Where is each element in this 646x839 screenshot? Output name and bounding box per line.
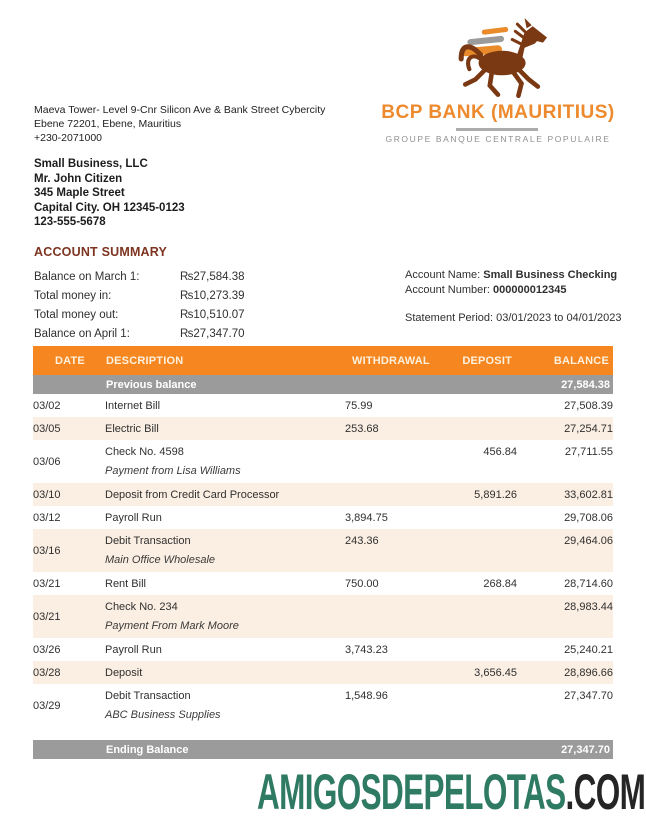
transaction-deposit: 5,891.26 [474,489,517,501]
transaction-description-main: Rent Bill [105,578,146,590]
transaction-row [33,440,613,483]
transaction-balance: 27,254.71 [564,423,613,435]
transaction-balance: 29,708.06 [564,512,613,524]
transaction-deposit: 268.84 [483,578,517,590]
transaction-date: 03/21 [33,578,61,590]
transaction-description-note: Payment From Mark Moore [105,620,239,632]
transaction-deposit: 456.84 [483,446,517,458]
transaction-description [105,506,345,529]
summary-label: Balance on March 1: [34,271,140,283]
transaction-row [33,394,613,417]
customer-line: 123-555-5678 [34,216,106,229]
horse-galloping-icon [438,16,560,108]
transaction-date: 03/26 [33,644,61,656]
bank-address-line: +230-2071000 [34,132,103,144]
bank-tagline: GROUPE BANQUE CENTRALE POPULAIRE [385,134,611,144]
customer-line: Small Business, LLC [34,158,148,170]
customer-address [34,157,185,230]
summary-label: Total money out: [34,309,119,321]
transaction-balance: 27,508.39 [564,400,613,412]
transaction-balance: 28,714.60 [564,578,613,590]
transaction-description [105,529,345,572]
transaction-withdrawal: 243.36 [345,535,379,547]
col-header-date: DATE [33,346,105,375]
transaction-description [105,595,345,638]
col-header-description: DESCRIPTION [105,346,345,375]
transaction-row [33,638,613,661]
summary-row [34,287,290,306]
account-summary-title: ACCOUNT SUMMARY [34,245,168,259]
transaction-balance: 33,602.81 [564,489,613,501]
transaction-row [33,661,613,684]
summary-value: ₨27,584.38 [180,271,245,283]
summary-row [34,325,290,344]
ending-balance-row [33,740,613,759]
transaction-deposit [435,506,517,529]
transaction-withdrawal: 3,743.23 [345,644,388,656]
transaction-deposit [435,638,517,661]
transaction-description-note: Main Office Wholesale [105,554,216,566]
col-header-withdrawal: WITHDRAWAL [345,346,435,375]
transaction-description [105,417,345,440]
transaction-description-note: Payment from Lisa Williams [105,465,241,477]
transaction-withdrawal: 75.99 [345,400,373,412]
transactions-body [33,375,613,727]
transaction-balance: 29,464.06 [564,535,613,547]
transaction-description [105,684,345,727]
transaction-description-main: Payroll Run [105,512,162,524]
transaction-deposit [435,417,517,440]
transaction-description-main: Debit Transaction [105,535,191,547]
transactions-footer [33,727,613,759]
transaction-withdrawal [345,483,435,506]
ending-balance-label: Ending Balance [106,743,189,756]
transactions-table [33,346,613,759]
previous-balance-row [33,375,613,394]
transaction-row [33,684,613,727]
transaction-description [105,638,345,661]
transaction-description-main: Debit Transaction [105,690,191,702]
transaction-date: 03/21 [33,611,61,623]
transaction-description-main: Internet Bill [105,400,161,412]
transactions-header [33,346,613,375]
summary-label: Balance on April 1: [34,328,130,340]
transaction-withdrawal: 750.00 [345,578,379,590]
transaction-date: 03/02 [33,400,61,412]
statement-period: Statement Period: 03/01/2023 to 04/01/2023 [405,312,622,324]
previous-balance-value: 27,584.38 [561,378,610,391]
transaction-deposit [435,529,517,572]
transaction-balance: 27,347.70 [564,690,613,702]
transaction-balance: 28,896.66 [564,667,613,679]
transaction-row [33,417,613,440]
account-number-value: 000000012345 [493,284,567,296]
transaction-row [33,529,613,572]
account-name-line: Account Name: Small Business Checking [405,269,618,281]
transaction-description [105,394,345,417]
summary-row [34,268,290,287]
transaction-balance: 27,711.55 [564,446,613,458]
ending-balance-value: 27,347.70 [561,743,610,756]
transaction-deposit [435,684,517,727]
summary-value: ₨27,347.70 [180,328,245,340]
transaction-date: 03/16 [33,545,61,557]
transaction-withdrawal [345,440,435,483]
transaction-description-main: Check No. 4598 [105,446,184,458]
spacer-row [33,727,613,740]
bank-address-line: Ebene 72201, Ebene, Mauritius [34,118,182,130]
transaction-withdrawal: 3,894.75 [345,512,388,524]
bank-address [34,103,325,145]
transaction-row [33,483,613,506]
site-watermark [256,764,645,820]
col-header-balance: BALANCE [517,346,613,375]
transaction-balance: 25,240.21 [564,644,613,656]
transaction-description-main: Check No. 234 [105,601,178,613]
transaction-description-main: Payroll Run [105,644,162,656]
bank-name: BCP BANK (MAURITIUS) [381,102,615,123]
summary-value: ₨10,510.07 [180,309,245,321]
col-header-deposit: DEPOSIT [435,346,517,375]
account-number-line: Account Number: 000000012345 [405,284,567,296]
transaction-date: 03/06 [33,456,61,468]
summary-label: Total money in: [34,290,112,302]
transaction-date: 03/05 [33,423,61,435]
customer-line: Capital City. OH 12345-0123 [34,201,185,214]
transaction-row [33,572,613,595]
transaction-description-note: ABC Business Supplies [105,709,221,721]
previous-balance-label: Previous balance [106,378,197,391]
transaction-deposit [435,595,517,638]
transaction-description [105,572,345,595]
transaction-row [33,506,613,529]
customer-line: Mr. John Citizen [34,172,123,185]
transaction-description-main: Deposit [105,667,143,679]
transaction-description [105,661,345,684]
transaction-description-main: Electric Bill [105,423,159,435]
transaction-date: 03/10 [33,489,61,501]
transaction-date: 03/12 [33,512,61,524]
bank-address-line: Maeva Tower- Level 9-Cnr Silicon Ave & Bank Street Cybercity [34,104,326,116]
summary-row [34,306,290,325]
account-details [405,268,622,326]
transaction-description-main: Deposit from Credit Card Processor [105,489,280,501]
transaction-row [33,595,613,638]
transaction-balance: 28,983.44 [564,601,613,613]
transaction-description [105,440,345,483]
transaction-withdrawal: 1,548.96 [345,690,388,702]
transaction-withdrawal: 253.68 [345,423,379,435]
transaction-withdrawal [345,661,435,684]
summary-value: ₨10,273.39 [180,290,245,302]
site-watermark-suffix: .COM [565,764,645,820]
account-summary-table [34,268,290,344]
transaction-withdrawal [345,595,435,638]
account-name-value: Small Business Checking [483,269,618,281]
transaction-date: 03/28 [33,667,61,679]
site-watermark-brand: AMIGOSDEPELOTAS [256,764,566,820]
transaction-date: 03/29 [33,700,61,712]
transaction-deposit [435,394,517,417]
logo-divider [456,128,538,131]
transaction-description [105,483,345,506]
transaction-deposit: 3,656.45 [474,667,517,679]
customer-line: 345 Maple Street [34,187,125,200]
